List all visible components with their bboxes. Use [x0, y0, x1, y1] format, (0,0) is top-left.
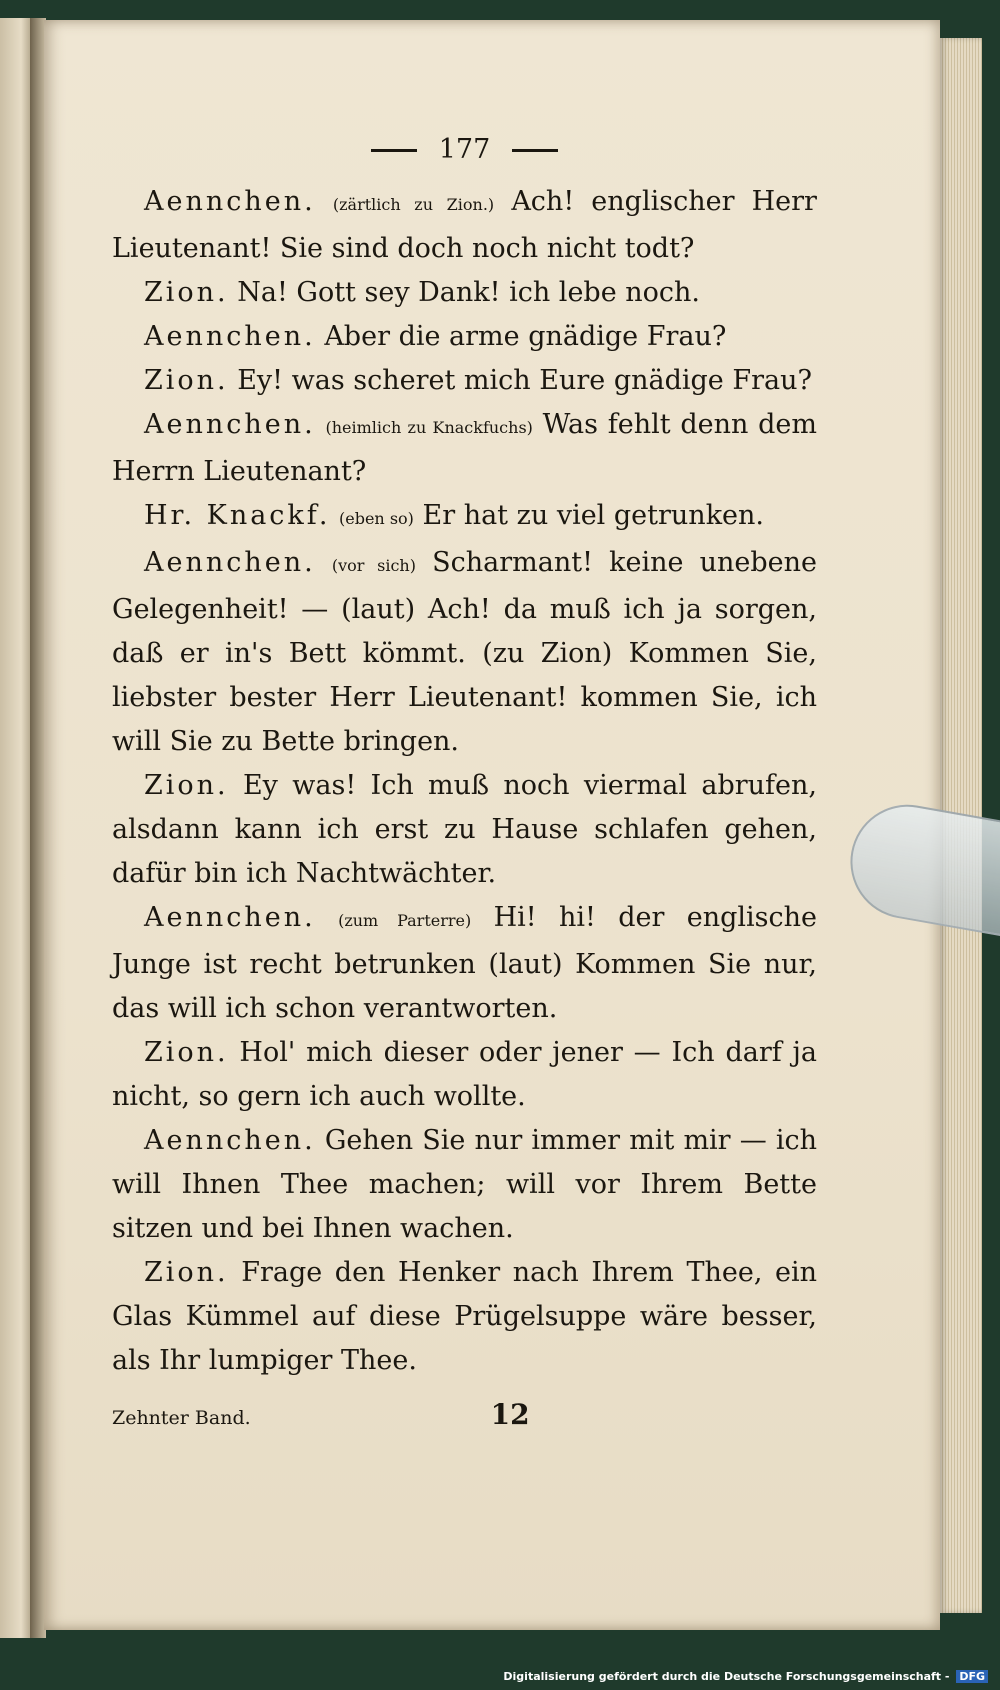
page-header [112, 128, 817, 172]
header-dash-left [371, 149, 417, 152]
digitization-credit [499, 1669, 992, 1684]
speaker-name: Aennchen. [144, 902, 316, 933]
line-text: Na! Gott sey Dank! ich lebe noch. [237, 277, 701, 308]
stage-direction: (heimlich zu Knackfuchs) [325, 418, 533, 437]
header-dash-right [512, 149, 558, 152]
line-text: Scharmant! keine unebene Gelegenheit! — (laut) Ach! da muß ich ja sorgen, daß er in's Bett kömmt. (zu Zion) Kommen Sie, liebster bester Herr Lieutenant! kommen Sie, ich will Sie zu Bette bringen. [112, 547, 817, 757]
left-page-edge [0, 18, 30, 1638]
dialogue-line [112, 180, 817, 271]
dialogue-line [112, 764, 817, 896]
dialogue-line [112, 541, 817, 764]
dialogue-line [112, 1031, 817, 1119]
speaker-name: Aennchen. [144, 1125, 316, 1156]
dialogue-line [112, 494, 817, 541]
speaker-name: Zion. [144, 1257, 229, 1288]
stage-direction: (vor sich) [331, 556, 416, 575]
line-text: Ey was! Ich muß noch viermal abrufen, alsdann kann ich erst zu Hause schlafen gehen, dafür bin ich Nachtwächter. [112, 770, 817, 889]
dialogue-line [112, 403, 817, 494]
line-text: Frage den Henker nach Ihrem Thee, ein Glas Kümmel auf diese Prügelsuppe wäre besser, als Ihr lumpiger Thee. [112, 1257, 817, 1376]
dialogue-line [112, 271, 817, 315]
dialogue-lines [112, 180, 817, 1383]
stage-direction: (zärtlich zu Zion.) [332, 195, 495, 214]
speaker-name: Aennchen. [144, 186, 316, 217]
page-footer [112, 1393, 817, 1440]
speaker-name: Hr. Knackf. [144, 500, 331, 531]
speaker-name: Aennchen. [144, 321, 316, 352]
credit-text: Digitalisierung gefördert durch die Deutsche Forschungsgemeinschaft - [503, 1670, 950, 1683]
speaker-name: Aennchen. [144, 547, 316, 578]
speaker-name: Aennchen. [144, 409, 316, 440]
dialogue-line [112, 1251, 817, 1383]
dialogue-line [112, 359, 817, 403]
line-text: Hi! hi! der englische Junge ist recht betrunken (laut) Kommen Sie nur, das will ich schon verantworten. [112, 902, 817, 1024]
dialogue-line [112, 896, 817, 1031]
line-text: Ach! englischer Herr Lieutenant! Sie sind doch noch nicht todt? [112, 186, 817, 264]
dialogue-line [112, 1119, 817, 1251]
line-text: Was fehlt denn dem Herrn Lieutenant? [112, 409, 817, 487]
page-text [112, 128, 817, 1440]
dialogue-line [112, 315, 817, 359]
volume-label: Zehnter Band. [112, 1407, 251, 1429]
speaker-name: Zion. [144, 365, 229, 396]
dfg-logo: DFG [956, 1670, 988, 1683]
line-text: Aber die arme gnädige Frau? [324, 321, 727, 352]
line-text: Gehen Sie nur immer mit mir — ich will Ihnen Thee machen; will vor Ihrem Bette sitzen und bei Ihnen wachen. [112, 1125, 817, 1244]
stage-direction: (eben so) [339, 509, 414, 528]
speaker-name: Zion. [144, 1037, 229, 1068]
page-number: 177 [438, 134, 491, 165]
stage-direction: (zum Parterre) [338, 911, 472, 930]
speaker-name: Zion. [144, 277, 229, 308]
line-text: Hol' mich dieser oder jener — Ich darf ja nicht, so gern ich auch wollte. [112, 1037, 817, 1112]
speaker-name: Zion. [144, 770, 229, 801]
line-text: Ey! was scheret mich Eure gnädige Frau? [237, 365, 812, 396]
signature-mark: 12 [490, 1398, 530, 1431]
line-text: Er hat zu viel getrunken. [422, 500, 765, 531]
